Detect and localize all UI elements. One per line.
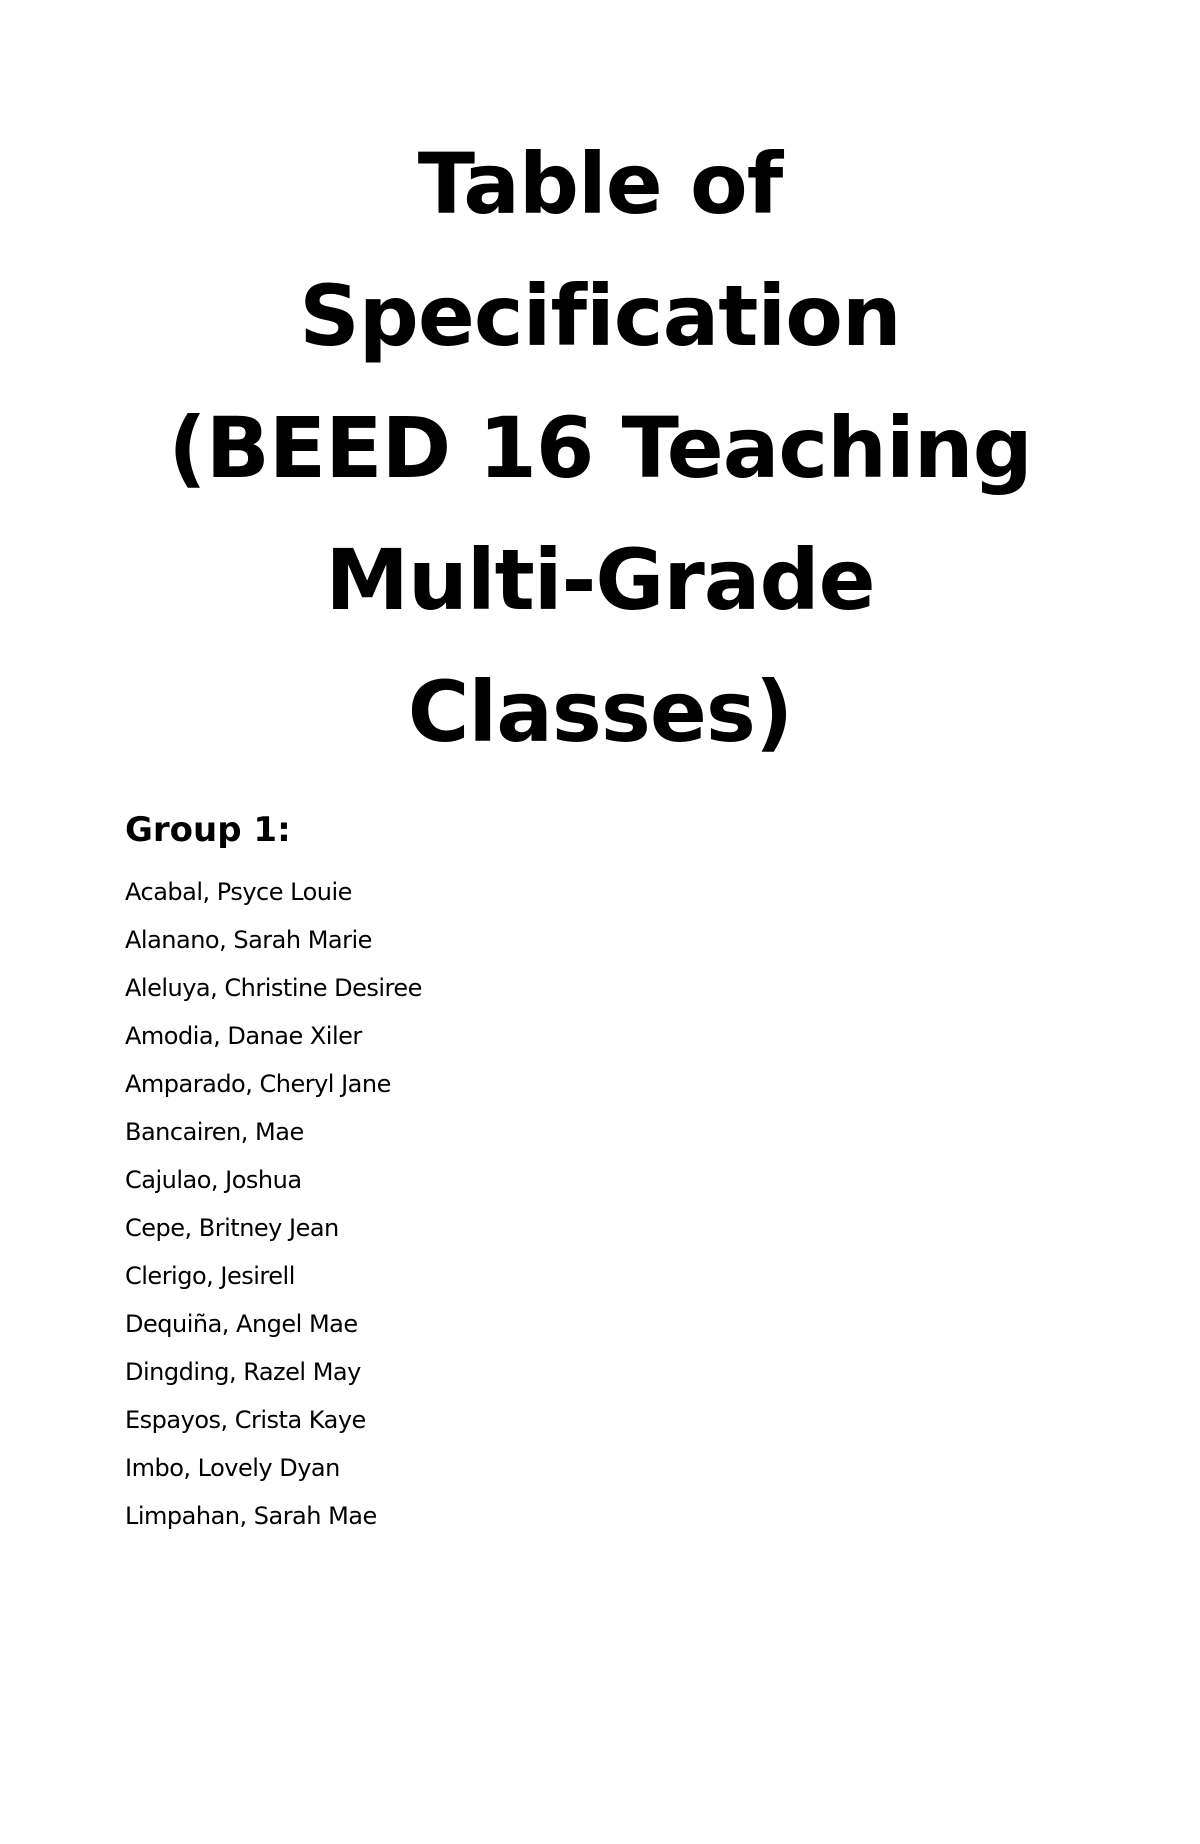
title-line-4: Multi-Grade [325,531,875,629]
title-line-3: (BEED 16 Teaching [168,399,1032,497]
member-name: Aleluya, Christine Desiree [125,974,422,1002]
title-line-2: Specification [299,267,901,365]
document-title [0,118,1200,778]
member-list [125,868,422,1540]
title-line-1: Table of [417,135,783,233]
member-name: Dingding, Razel May [125,1358,361,1386]
member-name: Cajulao, Joshua [125,1166,302,1194]
member-name: Espayos, Crista Kaye [125,1406,366,1434]
title-line-5: Classes) [407,663,793,761]
member-name: Bancairen, Mae [125,1118,304,1146]
member-name: Dequiña, Angel Mae [125,1310,358,1338]
member-name: Imbo, Lovely Dyan [125,1454,340,1482]
member-name: Amparado, Cheryl Jane [125,1070,391,1098]
group-heading: Group 1: [125,810,291,850]
member-name: Limpahan, Sarah Mae [125,1502,377,1530]
member-name: Clerigo, Jesirell [125,1262,295,1290]
member-name: Cepe, Britney Jean [125,1214,339,1242]
member-name: Acabal, Psyce Louie [125,878,352,906]
member-name: Amodia, Danae Xiler [125,1022,362,1050]
member-name: Alanano, Sarah Marie [125,926,372,954]
